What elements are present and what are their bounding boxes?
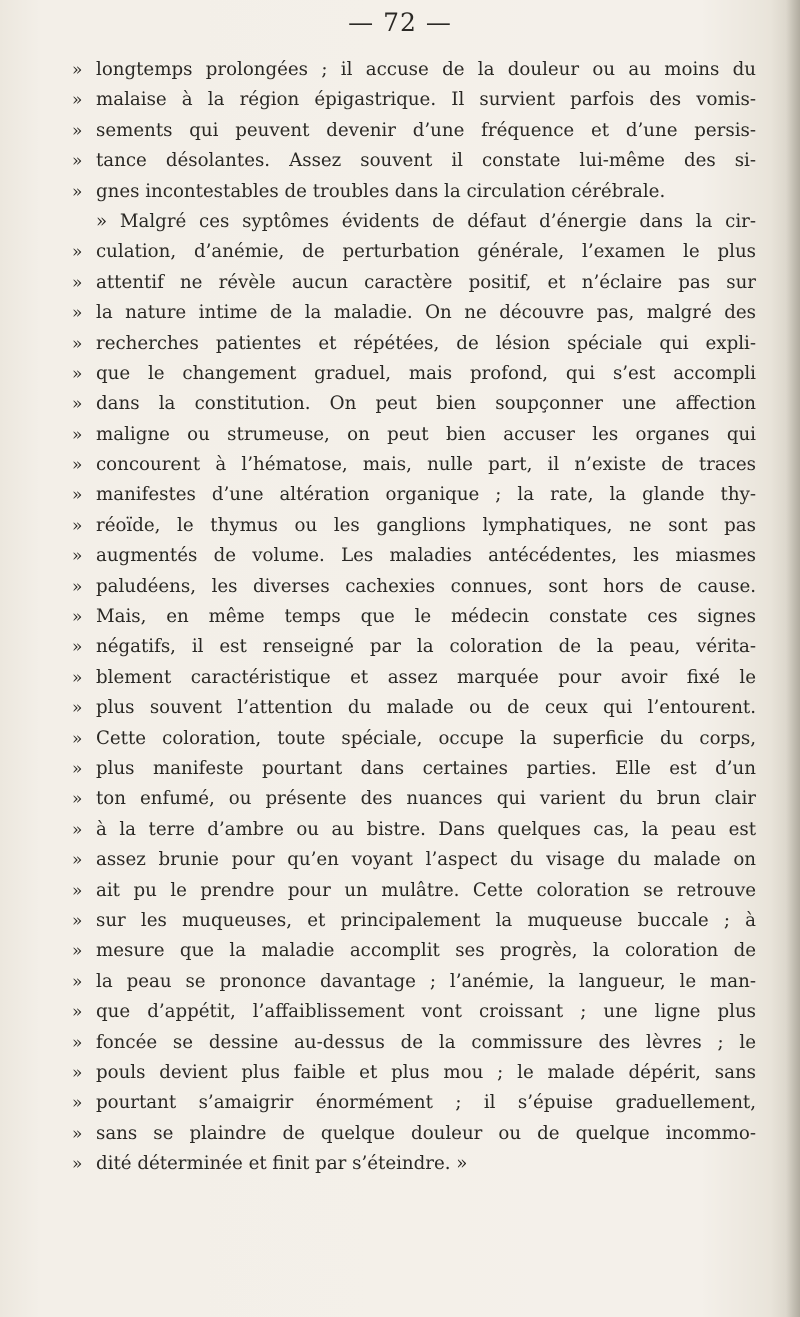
line-text: » Malgré ces syptômes évidents de défaut d’énergie dans la cir- [96, 210, 756, 232]
text-line [72, 541, 756, 571]
quotation-mark: » [72, 880, 83, 901]
quotation-mark: » [72, 546, 83, 567]
quotation-mark: » [72, 850, 83, 871]
quotation-mark: » [72, 515, 83, 536]
line-text: assez brunie pour qu’en voyant l’aspect du visage du malade on [96, 849, 756, 871]
text-line [72, 177, 756, 207]
text-line [72, 298, 756, 328]
text-line [72, 724, 756, 754]
line-text: foncée se dessine au-dessus de la commissure des lèvres ; le [96, 1031, 756, 1053]
quotation-mark: » [72, 455, 83, 476]
text-line [72, 997, 756, 1027]
text-line [72, 450, 756, 480]
line-text: ton enfumé, ou présente des nuances qui varient du brun clair [96, 788, 756, 810]
line-text: à la terre d’ambre ou au bistre. Dans quelques cas, la peau est [96, 818, 756, 840]
page-edge-shadow [786, 0, 800, 1317]
text-line [72, 55, 756, 85]
quotation-mark: » [72, 272, 83, 293]
line-text: négatifs, il est renseigné par la coloration de la peau, vérita- [96, 636, 756, 658]
text-line [72, 693, 756, 723]
quotation-mark: » [72, 60, 83, 80]
text-line [72, 1058, 756, 1088]
line-text: paludéens, les diverses cachexies connues, sont hors de cause. [96, 575, 756, 597]
text-line [72, 815, 756, 845]
text-line [72, 329, 756, 359]
line-text: tance désolantes. Assez souvent il constate lui-même des si- [96, 150, 756, 172]
line-text: dans la constitution. On peut bien soupçonner une affection [96, 393, 756, 415]
quotation-mark: » [72, 1123, 83, 1144]
text-line [72, 268, 756, 298]
quotation-mark: » [72, 424, 83, 445]
line-text: pouls devient plus faible et plus mou ; le malade dépérit, sans [96, 1061, 756, 1083]
line-text: pourtant s’amaigrir énormément ; il s’épuise graduellement, [96, 1092, 756, 1114]
quotation-mark: » [72, 333, 83, 354]
text-line [72, 572, 756, 602]
quotation-mark: » [72, 758, 83, 779]
line-text: Cette coloration, toute spéciale, occupe la superficie du corps, [96, 727, 756, 749]
line-text: augmentés de volume. Les maladies antécédentes, les miasmes [96, 545, 756, 567]
line-text: ait pu le prendre pour un mulâtre. Cette coloration se retrouve [96, 879, 756, 901]
text-line [72, 146, 756, 176]
quotation-mark: » [72, 576, 83, 597]
text-line [72, 754, 756, 784]
line-text: plus manifeste pourtant dans certaines parties. Elle est d’un [96, 757, 756, 779]
page-number: — 72 — [348, 8, 452, 37]
quotation-mark: » [72, 485, 83, 506]
line-text: concourent à l’hématose, mais, nulle part, il n’existe de traces [96, 454, 756, 476]
line-text: attentif ne révèle aucun caractère positif, et n’éclaire pas sur [96, 271, 756, 293]
line-text: recherches patientes et répétées, de lésion spéciale qui expli- [96, 332, 756, 354]
line-text: dité déterminée et finit par s’éteindre. » [96, 1153, 468, 1175]
quotation-mark: » [72, 394, 83, 415]
line-text: sans se plaindre de quelque douleur ou de quelque incommo- [96, 1122, 756, 1144]
line-text: blement caractéristique et assez marquée pour avoir fixé le [96, 666, 756, 688]
line-text: longtemps prolongées ; il accuse de la douleur ou au moins du [96, 59, 756, 80]
quotation-mark: » [72, 819, 83, 840]
quotation-mark: » [72, 698, 83, 719]
line-text: manifestes d’une altération organique ; la rate, la glande thy- [96, 484, 756, 506]
quotation-mark: » [72, 90, 83, 111]
line-text: Mais, en même temps que le médecin constate ces signes [96, 606, 756, 628]
quotation-mark: » [72, 303, 83, 324]
line-text: mesure que la maladie accomplit ses progrès, la coloration de [96, 940, 756, 962]
quotation-mark: » [72, 363, 83, 384]
text-line [72, 1119, 756, 1149]
quotation-mark: » [72, 910, 83, 931]
line-text: malaise à la région épigastrique. Il survient parfois des vomis- [96, 89, 756, 111]
quotation-mark: » [72, 728, 83, 749]
line-text: culation, d’anémie, de perturbation générale, l’examen le plus [96, 241, 756, 263]
quotation-mark: » [72, 789, 83, 810]
line-text: maligne ou strumeuse, on peut bien accuser les organes qui [96, 423, 756, 445]
line-text: la peau se prononce davantage ; l’anémie, la langueur, le man- [96, 970, 756, 992]
text-line [72, 936, 756, 966]
line-text: que le changement graduel, mais profond, qui s’est accompli [96, 362, 756, 384]
text-line [72, 967, 756, 997]
line-text: la nature intime de la maladie. On ne découvre pas, malgré des [96, 302, 756, 324]
quotation-mark: » [72, 1062, 83, 1083]
text-line [72, 420, 756, 450]
text-line [96, 207, 756, 237]
quotation-mark: » [72, 637, 83, 658]
quotation-mark: » [72, 1093, 83, 1114]
text-line [72, 663, 756, 693]
text-line [72, 632, 756, 662]
quotation-mark: » [72, 1002, 83, 1023]
text-line [72, 1088, 756, 1118]
text-line [72, 784, 756, 814]
line-text: sur les muqueuses, et principalement la muqueuse buccale ; à [96, 909, 756, 931]
text-line [72, 237, 756, 267]
line-text: réoïde, le thymus ou les ganglions lymphatiques, ne sont pas [96, 514, 756, 536]
quotation-mark: » [72, 1154, 83, 1175]
quotation-mark: » [72, 181, 83, 202]
quotation-mark: » [72, 941, 83, 962]
text-line [72, 876, 756, 906]
quotation-mark: » [72, 242, 83, 263]
quotation-mark: » [72, 607, 83, 628]
body-text [72, 55, 756, 1179]
text-line [72, 845, 756, 875]
quotation-mark: » [72, 1032, 83, 1053]
quotation-mark: » [72, 971, 83, 992]
text-line [72, 602, 756, 632]
text-line [72, 389, 756, 419]
text-line [72, 480, 756, 510]
text-line [72, 85, 756, 115]
quotation-mark: » [72, 120, 83, 141]
text-line [72, 1028, 756, 1058]
line-text: gnes incontestables de troubles dans la circulation cérébrale. [96, 180, 666, 202]
line-text: que d’appétit, l’affaiblissement vont croissant ; une ligne plus [96, 1001, 756, 1023]
line-text: sements qui peuvent devenir d’une fréquence et d’une persis- [96, 119, 756, 141]
quotation-mark: » [72, 151, 83, 172]
text-line [72, 906, 756, 936]
text-line [72, 1149, 756, 1179]
line-text: plus souvent l’attention du malade ou de ceux qui l’entourent. [96, 697, 756, 719]
text-line [72, 359, 756, 389]
text-line [72, 511, 756, 541]
quotation-mark: » [72, 667, 83, 688]
text-line [72, 116, 756, 146]
